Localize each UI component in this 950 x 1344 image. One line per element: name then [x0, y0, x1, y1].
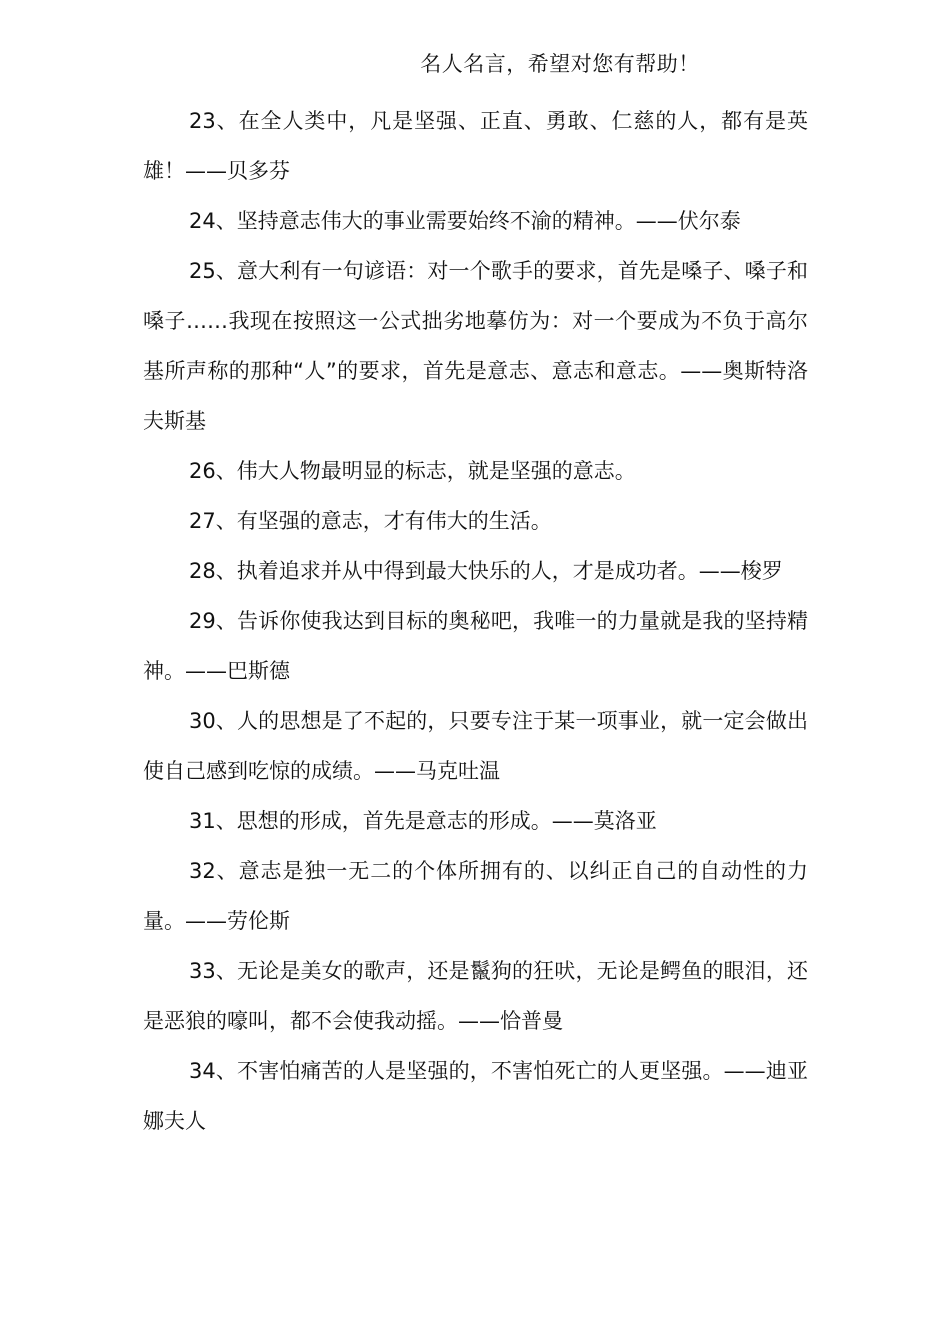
quote-27: 27、有坚强的意志，才有伟大的生活。 — [189, 509, 552, 533]
quote-32: 32、意志是独一无二的个体所拥有的、以纠正自己的自动性的力量。——劳伦斯 — [143, 859, 808, 933]
quote-list — [143, 96, 808, 1146]
quote-28: 28、执着追求并从中得到最大快乐的人，才是成功者。——梭罗 — [189, 559, 783, 583]
quote-24: 24、坚持意志伟大的事业需要始终不渝的精神。——伏尔泰 — [189, 209, 741, 233]
quote-31: 31、思想的形成，首先是意志的形成。——莫洛亚 — [189, 809, 657, 833]
quote-23: 23、在全人类中，凡是坚强、正直、勇敢、仁慈的人，都有是英雄！——贝多芬 — [143, 109, 808, 183]
quote-29: 29、告诉你使我达到目标的奥秘吧，我唯一的力量就是我的坚持精神。——巴斯德 — [143, 609, 808, 683]
quote-33: 33、无论是美女的歌声，还是鬣狗的狂吠，无论是鳄鱼的眼泪，还是恶狼的嚎叫，都不会使我动摇。——恰普曼 — [143, 959, 808, 1033]
quote-34: 34、不害怕痛苦的人是坚强的，不害怕死亡的人更坚强。——迪亚娜夫人 — [143, 1059, 808, 1133]
page-header: 名人名言，希望对您有帮助！ — [420, 52, 700, 76]
quote-25: 25、意大利有一句谚语：对一个歌手的要求，首先是嗓子、嗓子和嗓子……我现在按照这一公式拙劣地摹仿为：对一个要成为不负于高尔基所声称的那种“人”的要求，首先是意志、意志和意志。——奥斯特洛夫斯基 — [143, 259, 808, 433]
quote-30: 30、人的思想是了不起的，只要专注于某一项事业，就一定会做出使自己感到吃惊的成绩。——马克吐温 — [143, 709, 808, 783]
quote-26: 26、伟大人物最明显的标志，就是坚强的意志。 — [189, 459, 636, 483]
